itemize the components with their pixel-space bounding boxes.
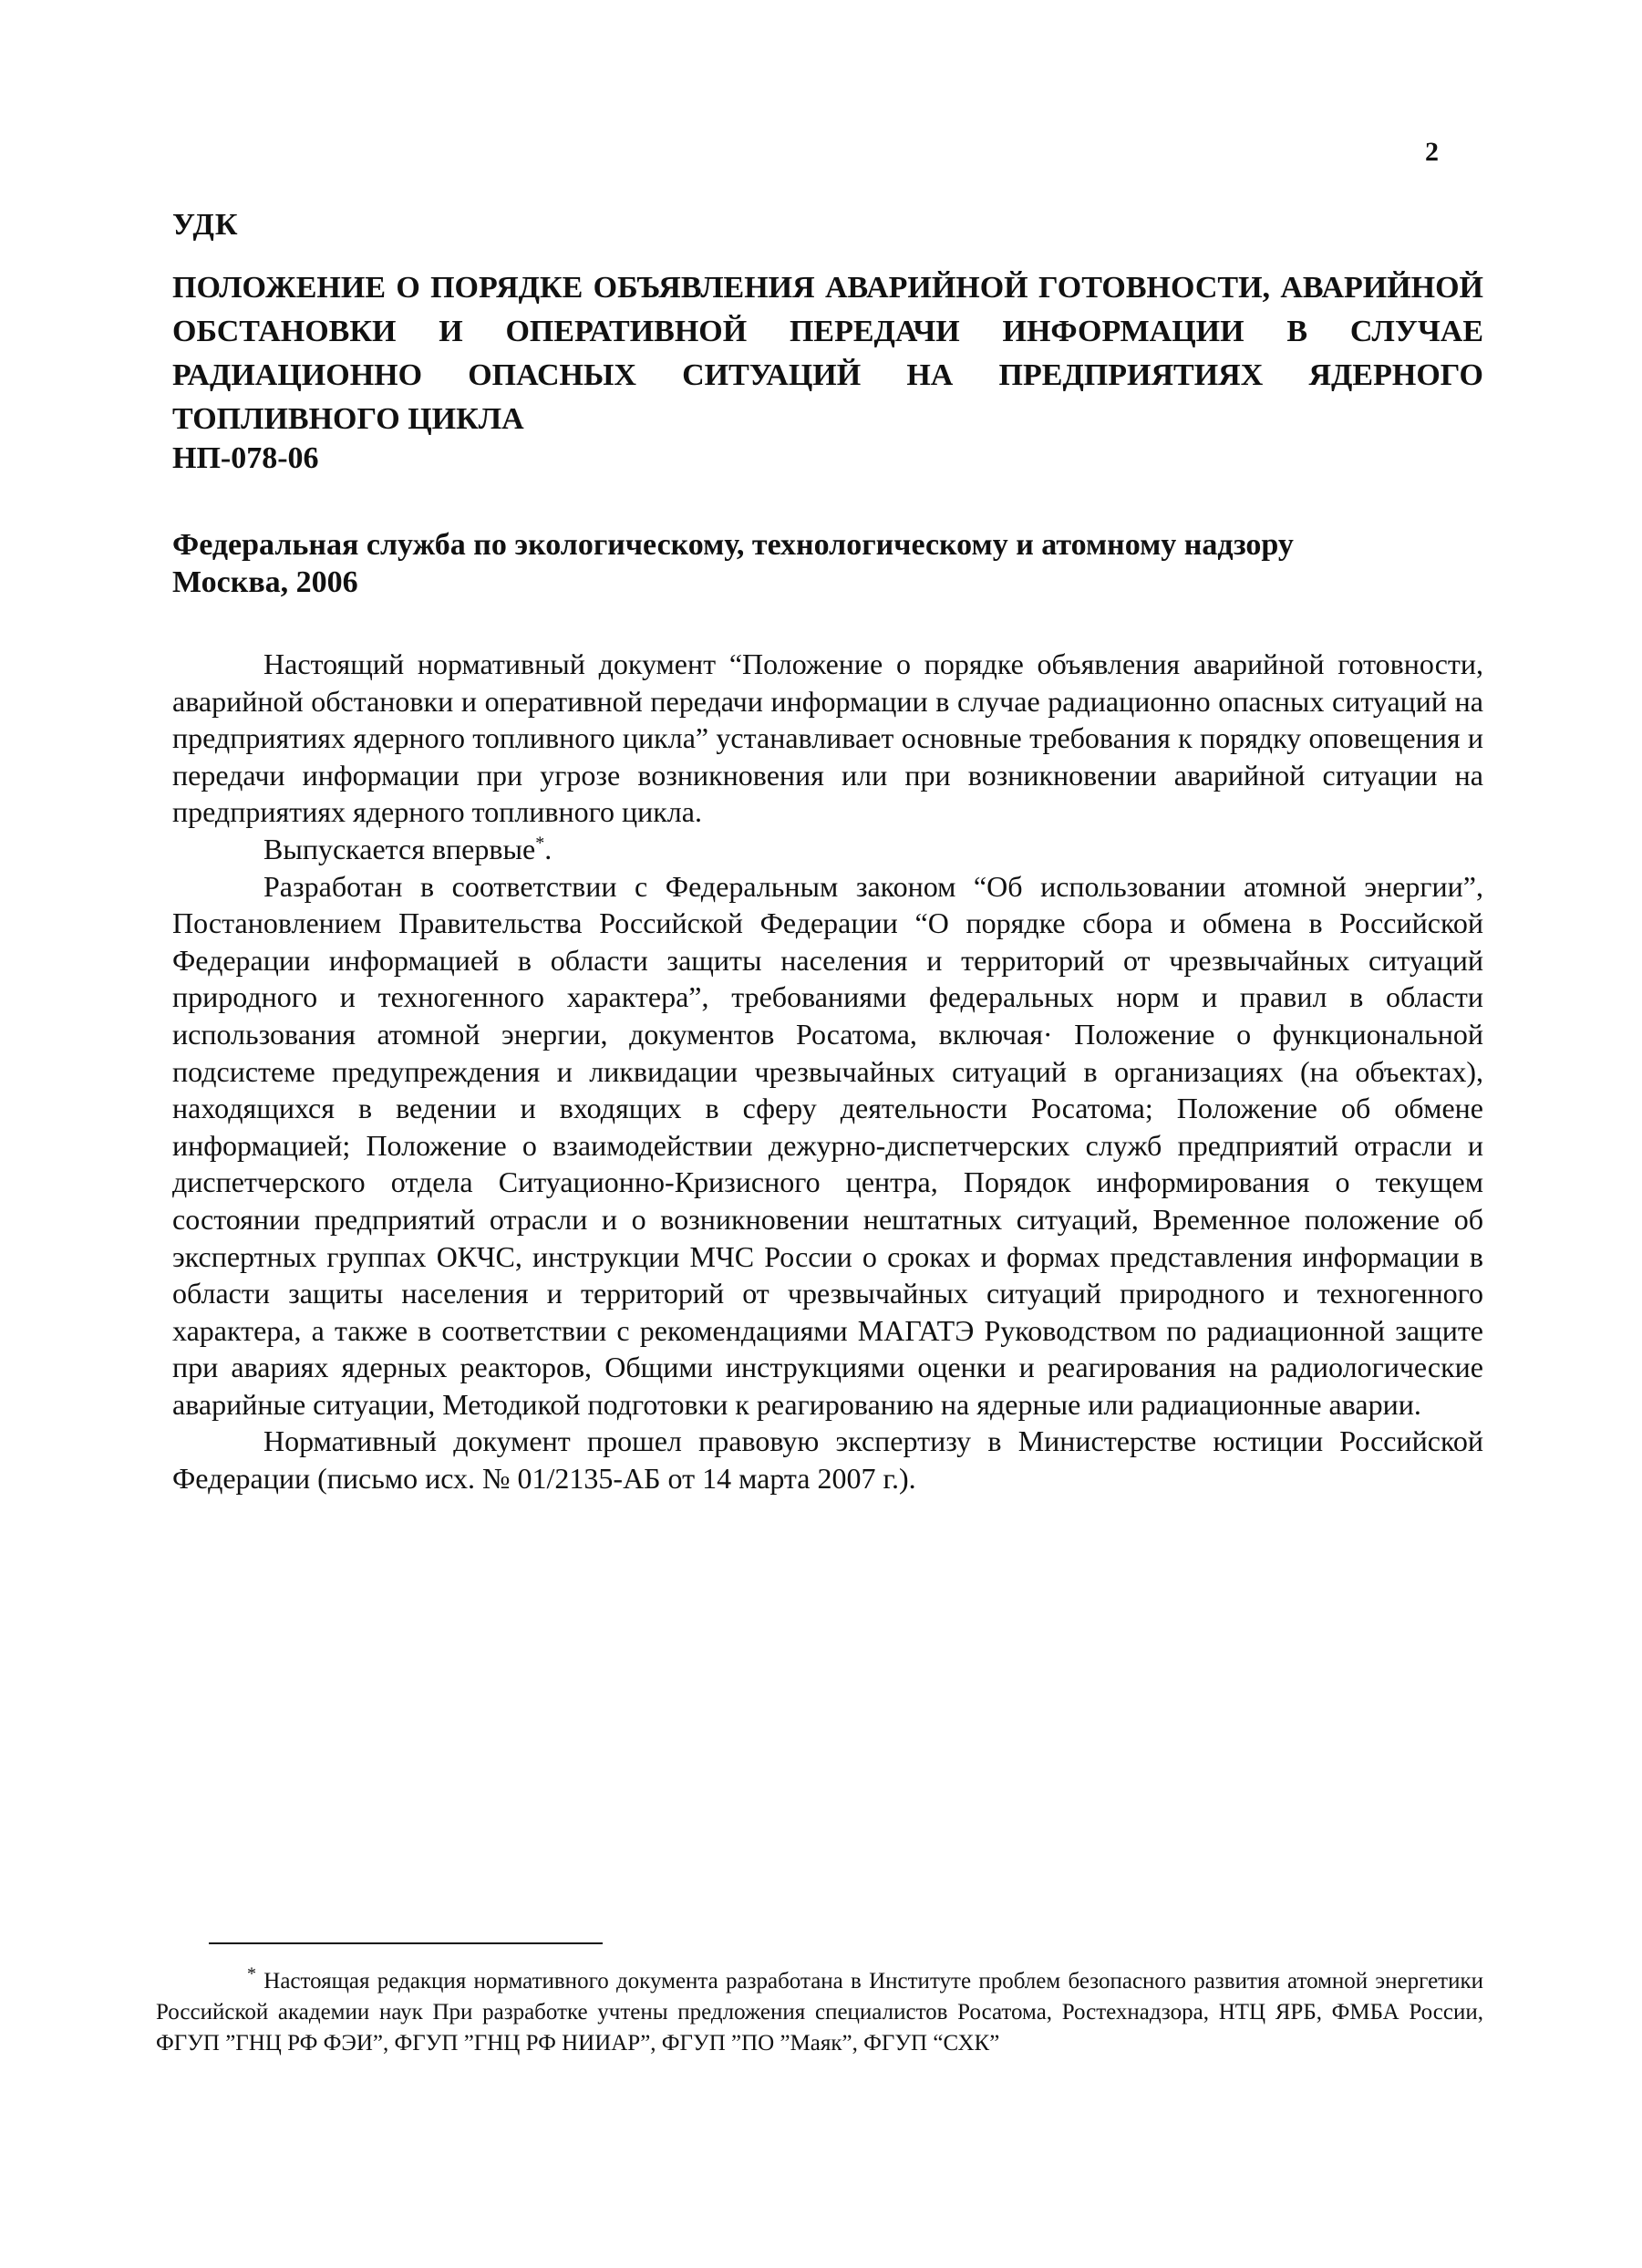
first-issue-text: Выпускается впервые bbox=[263, 832, 536, 865]
footnote-text: Настоящая редакция нормативного документа разработана в Институте проблем безопасного развития атомной энергетики Российской академии наук При разработке учтены предложения специалистов Росатома, Ростехнадзора, НТЦ ЯРБ, ФМБА России, ФГУП ”ГНЦ РФ ФЭИ”, ФГУП ”ГНЦ РФ НИИАР”, ФГУП ”ПО ”Маяк”, ФГУП “СХК” bbox=[156, 1969, 1483, 2056]
issuing-organization: Федеральная служба по экологическому, технологическому и атомному надзору bbox=[172, 528, 1294, 562]
document-body bbox=[172, 646, 1483, 1497]
paragraph-first-issue bbox=[172, 831, 1483, 868]
footnote-separator bbox=[209, 1942, 603, 1944]
document-code: НП-078-06 bbox=[172, 441, 319, 475]
document-title: ПОЛОЖЕНИЕ О ПОРЯДКЕ ОБЪЯВЛЕНИЯ АВАРИЙНОЙ ГОТОВНОСТИ, АВАРИЙНОЙ ОБСТАНОВКИ И ОПЕРАТИВНОЙ ПЕРЕДАЧИ ИНФОРМАЦИИ В СЛУЧАЕ РАДИАЦИОННО ОПАСНЫХ СИТУАЦИЙ НА ПРЕДПРИЯТИЯХ ЯДЕРНОГО ТОПЛИВНОГО ЦИКЛА bbox=[172, 271, 1483, 436]
footnote-reference: * bbox=[535, 833, 545, 854]
footnote bbox=[156, 1963, 1483, 2059]
page-number: 2 bbox=[1425, 137, 1439, 167]
footnote-mark: * bbox=[247, 1963, 256, 1984]
first-issue-period: . bbox=[544, 832, 552, 865]
city-year: Москва, 2006 bbox=[172, 565, 358, 599]
paragraph-legal-review: Нормативный документ прошел правовую экспертизу в Министерстве юстиции Российской Федерации (письмо исх. № 01/2135-АБ от 14 марта 2007 г.). bbox=[172, 1424, 1483, 1496]
udk-label: УДК bbox=[172, 208, 239, 242]
paragraph-basis: Разработан в соответствии с Федеральным законом “Об использовании атомной энергии”, Постановлением Правительства Российской Федерации “О порядке сбора и обмена в Российской Федерации информацией в области защиты населения и территорий от чрезвычайных ситуаций природного и техногенного характера”, требованиями федеральных норм и правил в области использования атомной энергии, документов Росатома, включая· Положение о функциональной подсистеме предупреждения и ликвидации чрезвычайных ситуаций в организациях (на объектах), находящихся в ведении и входящих в сферу деятельности Росатома; Положение об обмене информацией; Положение о взаимодействии дежурно-диспетчерских служб предприятий отрасли и диспетчерского отдела Ситуационно-Кризисного центра, Порядок информирования о текущем состоянии предприятий отрасли и о возникновении нештатных ситуаций, Временное положение об экспертных группах ОКЧС, инструкции МЧС России о сроках и формах представления информации в области защиты населения и территорий от чрезвычайных ситуаций природного и техногенного характера, а также в соответствии с рекомендациями МАГАТЭ Руководством по радиационной защите при авариях ядерных реакторов, Общими инструкциями оценки и реагирования на радиологические аварийные ситуации, Методикой подготовки к реагированию на ядерные или радиационные аварии. bbox=[172, 869, 1483, 1421]
paragraph-purpose: Настоящий нормативный документ “Положение о порядке объявления аварийной готовности, аварийной обстановки и оперативной передачи информации в случае радиационно опасных ситуаций на предприятиях ядерного топливного цикла” устанавливает основные требования к порядку оповещения и передачи информации при угрозе возникновения или при возникновении аварийной ситуации на предприятиях ядерного топливного цикла. bbox=[172, 647, 1483, 829]
